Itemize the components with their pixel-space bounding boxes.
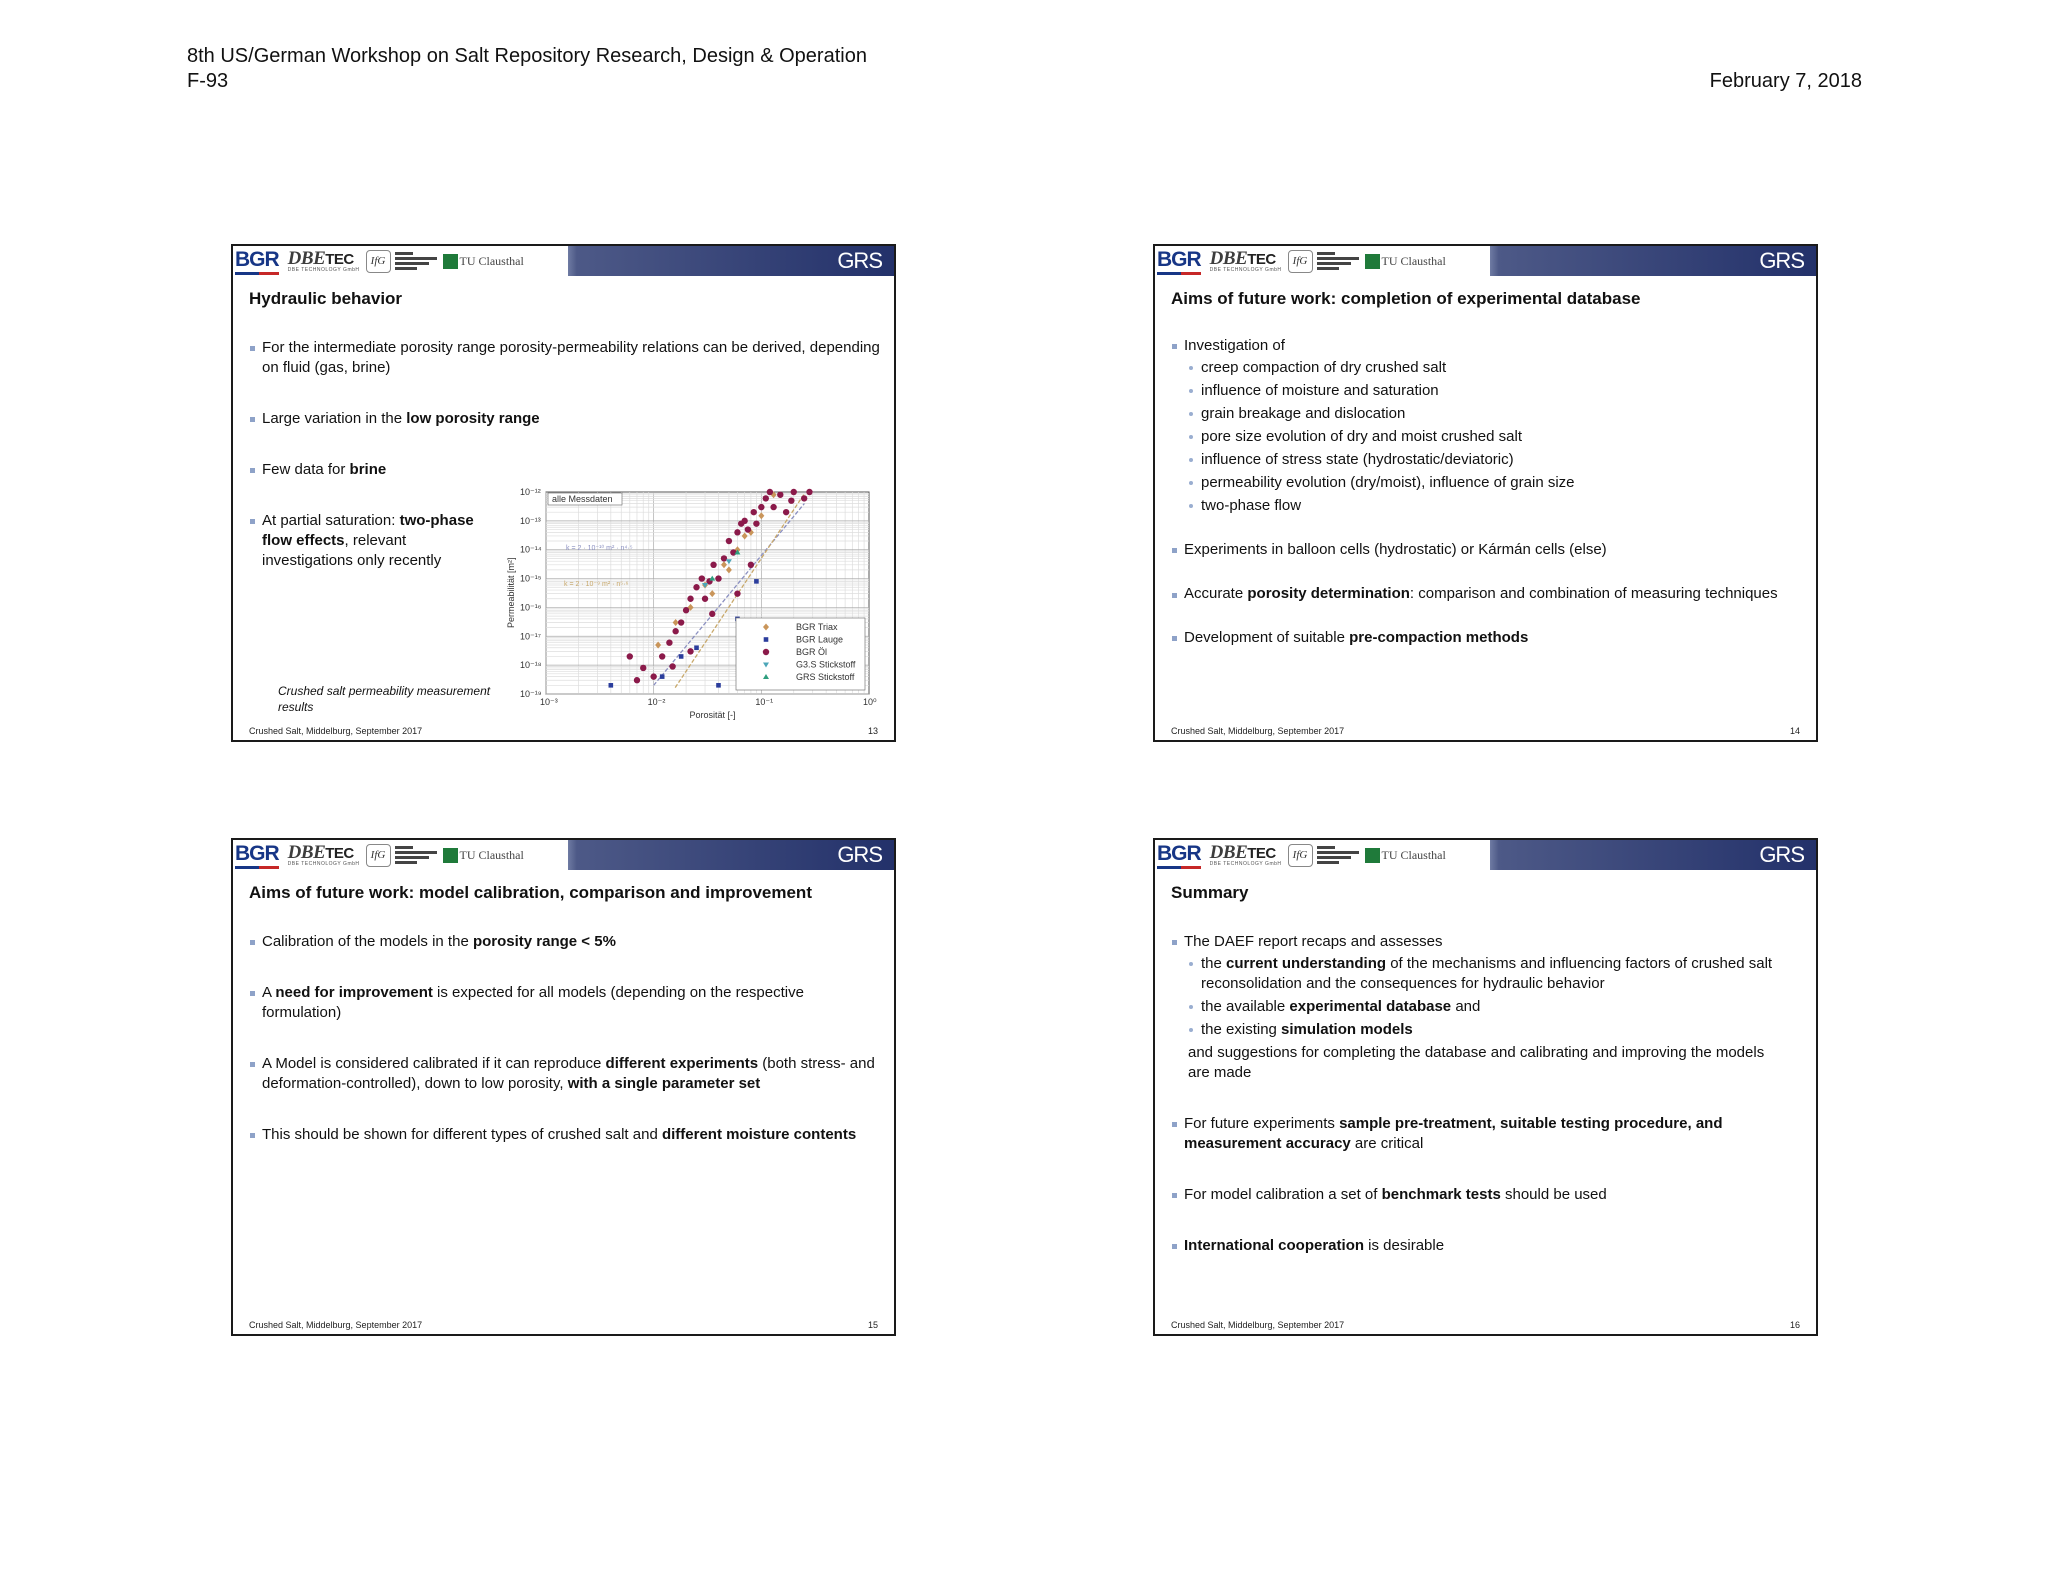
data-point [660,674,665,679]
data-point [678,619,684,625]
slide-title: Aims of future work: model calibration, comparison and improvement [249,883,812,902]
data-point [687,596,693,602]
data-point [721,555,727,561]
summary-tail-text: and suggestions for completing the database and calibrating and improving the models are made [1188,1044,1765,1081]
data-point [627,653,633,659]
dbe-tec-logo: DBETEC DBE TECHNOLOGY GmbH [287,248,360,273]
bullet-item: A Model is considered calibrated if it can reproduce different experiments (both stress- and deformation-controlled), down to low porosity, with a single parameter set [249,1054,889,1094]
data-point [763,495,769,501]
tu-clausthal-logo: TU Clausthal [1365,254,1446,269]
data-point [751,509,757,515]
legend-entry: BGR Lauge [796,634,844,645]
data-point [694,645,699,650]
bullet-item: This should be shown for different types of crushed salt and different moisture contents [249,1125,879,1145]
data-point [634,677,640,683]
sub-bullet-item: permeability evolution (dry/moist), influence of grain size [1171,473,1800,493]
data-point [640,665,646,671]
data-point [669,663,675,669]
slide-title: Summary [1171,883,1249,902]
slide-footer: Crushed Salt, Middelburg, September 2017 [1171,726,1345,736]
y-tick-label: 10⁻¹⁹ [520,689,542,699]
sub-bullet-item: the current understanding of the mechanisms and influencing factors of crushed salt reconsolidation and the consequences for hydraulic behavior [1171,954,1781,994]
grs-logo: GRS [837,248,882,273]
ifg-logo: IfG [366,844,391,867]
bullet-item: For future experiments sample pre-treatment, suitable testing procedure, and measurement accuracy are critical [1171,1114,1801,1154]
x-tick-label: 10⁻¹ [755,697,774,707]
slide-13 [231,244,896,742]
ifg-logo: IfG [1288,250,1313,273]
data-point [777,492,783,498]
data-point [650,673,656,679]
chart-title: alle Messdaten [552,494,613,504]
data-point [788,497,794,503]
institut-logo [395,846,440,864]
bullet-item: The DAEF report recaps and assesses [1171,932,1800,952]
slide-number: 16 [1789,1320,1800,1330]
dbe-tec-logo: DBETEC DBE TECHNOLOGY GmbH [1209,248,1282,273]
slide-number: 15 [867,1320,878,1330]
bgr-logo: BGR [235,842,279,869]
legend-entry: GRS Stickstoff [796,672,855,682]
bullet-item: For model calibration a set of benchmark tests should be used [1171,1185,1800,1205]
x-tick-label: 10⁻² [647,697,666,707]
bullet-item: For the intermediate porosity range porosity-permeability relations can be derived, depending on fluid (gas, brine) [249,338,889,378]
tu-clausthal-logo: TU Clausthal [443,254,524,269]
tu-clausthal-logo: TU Clausthal [443,848,524,863]
data-point [687,648,693,654]
data-point [699,575,705,581]
data-point [806,489,812,495]
data-point [734,529,740,535]
slide-title: Aims of future work: completion of experimental database [1171,289,1641,308]
data-point [672,628,678,634]
slide-title: Hydraulic behavior [249,289,403,308]
institut-logo [1317,252,1362,270]
slide-topbar [233,840,894,870]
dbe-tec-logo: DBETEC DBE TECHNOLOGY GmbH [287,842,360,867]
data-point [716,683,721,688]
grs-logo: GRS [1759,842,1804,867]
bullet-item: Calibration of the models in the porosity range < 5% [249,932,878,952]
legend-entry: BGR Öl [796,647,828,657]
data-point [763,649,769,655]
y-tick-label: 10⁻¹³ [520,515,541,526]
sub-bullet-item: the available experimental database and [1171,997,1781,1017]
bullet-item: Experiments in balloon cells (hydrostatic) or Kármán cells (else) [1171,540,1800,560]
legend-entry: G3.S Stickstoff [796,659,856,670]
bullet-item: A need for improvement is expected for all models (depending on the respective formulation) [249,983,879,1023]
sub-bullet-item: influence of moisture and saturation [1171,381,1800,401]
y-tick-label: 10⁻¹⁸ [520,660,542,671]
x-tick-label: 10⁻³ [540,697,558,707]
grs-logo: GRS [1759,248,1804,273]
data-point [738,520,744,526]
ifg-logo: IfG [1288,844,1313,867]
bullet-item: At partial saturation: two-phase flow effects, relevant investigations only recently [249,511,499,571]
y-tick-label: 10⁻¹⁶ [520,602,542,613]
data-point [609,683,614,688]
data-point [783,509,789,515]
slide-topbar [233,246,894,276]
data-point [709,611,715,617]
bullet-item: Large variation in the low porosity range [249,409,878,429]
data-point [791,489,797,495]
data-point [770,504,776,510]
data-point [753,520,759,526]
bullet-item: Few data for brine [249,460,878,480]
fit-label: k = 2 · 10⁻¹⁰ m² · n⁴·⁵ [566,545,633,552]
data-point [748,562,754,568]
bgr-logo: BGR [235,248,279,275]
institut-logo [395,252,440,270]
bullet-item: International cooperation is desirable [1171,1236,1800,1256]
sub-bullet-item: creep compaction of dry crushed salt [1171,358,1800,378]
sub-bullet-item: pore size evolution of dry and moist crushed salt [1171,427,1800,447]
data-point [758,504,764,510]
y-tick-label: 10⁻¹⁵ [520,573,542,584]
legend-entry: BGR Triax [796,622,838,632]
data-point [710,562,716,568]
data-point [745,526,751,532]
bgr-logo: BGR [1157,248,1201,275]
data-point [801,495,807,501]
y-tick-label: 10⁻¹⁷ [520,631,542,642]
sub-bullet-item: the existing simulation models [1171,1020,1781,1040]
slide-footer: Crushed Salt, Middelburg, September 2017 [249,1320,423,1330]
data-point [679,654,684,659]
slide-number: 14 [1789,726,1800,736]
dbe-tec-logo: DBETEC DBE TECHNOLOGY GmbH [1209,842,1282,867]
data-point [683,607,689,613]
grs-logo: GRS [837,842,882,867]
data-point [734,590,740,596]
data-point [730,549,736,555]
data-point [702,596,708,602]
workshop-title: 8th US/German Workshop on Salt Repository Research, Design & Operation F-93 [187,45,867,92]
chart-caption: Crushed salt permeability measurement results [278,684,491,714]
sub-bullet-list [1171,954,1781,1040]
slide-footer: Crushed Salt, Middelburg, September 2017 [249,726,423,736]
x-tick-label: 10⁰ [863,697,877,707]
data-point [666,639,672,645]
slide-14 [1153,244,1818,742]
data-point [767,489,773,495]
y-axis-label: Permeabilität [m²] [506,557,516,628]
tu-clausthal-logo: TU Clausthal [1365,848,1446,863]
slide-footer: Crushed Salt, Middelburg, September 2017 [1171,1320,1345,1330]
data-point [726,538,732,544]
data-point [754,579,759,584]
slide-topbar [1155,246,1816,276]
bgr-logo: BGR [1157,842,1201,869]
slide-15 [231,838,896,1336]
sub-bullet-item: influence of stress state (hydrostatic/deviatoric) [1171,450,1800,470]
ifg-logo: IfG [366,250,391,273]
x-axis-label: Porosität [-] [689,710,736,720]
slide-16 [1153,838,1818,1336]
data-point [715,575,721,581]
y-tick-label: 10⁻¹⁴ [520,544,542,555]
institut-logo [1317,846,1362,864]
sub-bullet-item: two-phase flow [1171,496,1800,516]
bullet-item: Investigation of [1171,336,1800,356]
header-date: February 7, 2018 [1709,70,1862,92]
sub-bullet-list [1171,358,1800,516]
y-tick-label: 10⁻¹² [520,487,541,497]
bullet-item: Accurate porosity determination: comparison and combination of measuring techniques [1171,585,1781,603]
permeability-chart [494,480,879,720]
slide-topbar [1155,840,1816,870]
slide-number: 13 [867,726,878,736]
sub-bullet-item: grain breakage and dislocation [1171,404,1800,424]
data-point [659,653,665,659]
data-point [693,584,699,590]
fit-label: k = 2 · 10⁻⁹ m² · n⁵·⁶ [564,581,629,588]
data-point [764,637,769,642]
bullet-item: Development of suitable pre-compaction methods [1171,628,1800,648]
